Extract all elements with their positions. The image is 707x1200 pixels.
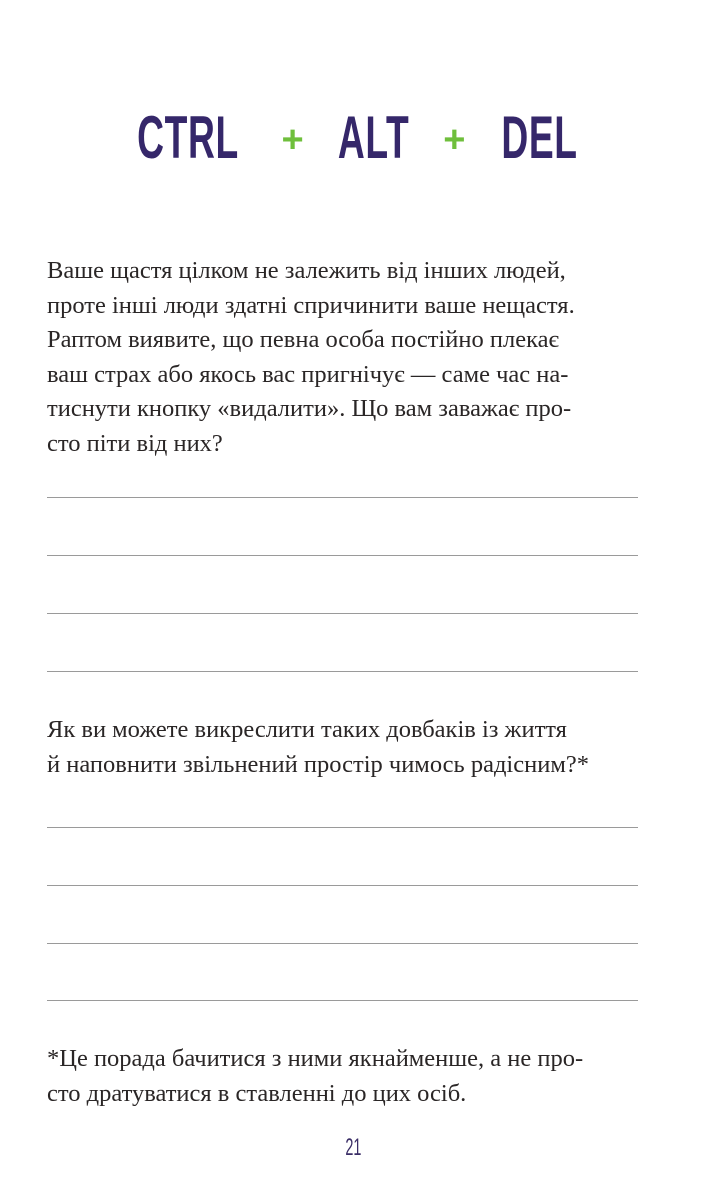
answer-line[interactable] [47, 671, 638, 672]
question-paragraph [47, 713, 659, 782]
answer-line[interactable] [47, 885, 638, 886]
page-title [0, 98, 707, 180]
page-number-text: 21 [345, 1134, 362, 1161]
title-word-del: DEL [501, 104, 578, 171]
answer-line[interactable] [47, 943, 638, 944]
text-line: сто піти від них? [47, 429, 223, 457]
footnote [47, 1042, 659, 1111]
title-word-alt: ALT [338, 104, 410, 171]
text-line: тиснути кнопку «видалити». Що вам заважає про- [47, 395, 572, 422]
plus-icon: + [281, 119, 305, 161]
answer-line[interactable] [47, 1000, 638, 1001]
text-line: Ваше щастя цілком не залежить від інших людей, [47, 257, 566, 284]
page-number [0, 1131, 707, 1165]
answer-line[interactable] [47, 827, 638, 828]
text-line: *Це порада бачитися з ними якнайменше, а не про- [47, 1045, 584, 1072]
intro-paragraph [47, 254, 659, 461]
text-line: Як ви можете викреслити таких довбаків із життя [47, 716, 567, 743]
text-line: проте інші люди здатні спричинити ваше нещастя. [47, 291, 575, 319]
text-line: й наповнити звільнений простір чимось радісним?* [47, 750, 589, 778]
title-word-ctrl: CTRL [137, 104, 239, 171]
answer-line[interactable] [47, 497, 638, 498]
text-line: сто дратуватися в ставленні до цих осіб. [47, 1079, 467, 1107]
text-line: ваш страх або якось вас пригнічує — саме час на- [47, 360, 569, 388]
plus-icon: + [443, 119, 467, 161]
answer-line[interactable] [47, 613, 638, 614]
answer-line[interactable] [47, 555, 638, 556]
text-line: Раптом виявите, що певна особа постійно плекає [47, 326, 559, 353]
